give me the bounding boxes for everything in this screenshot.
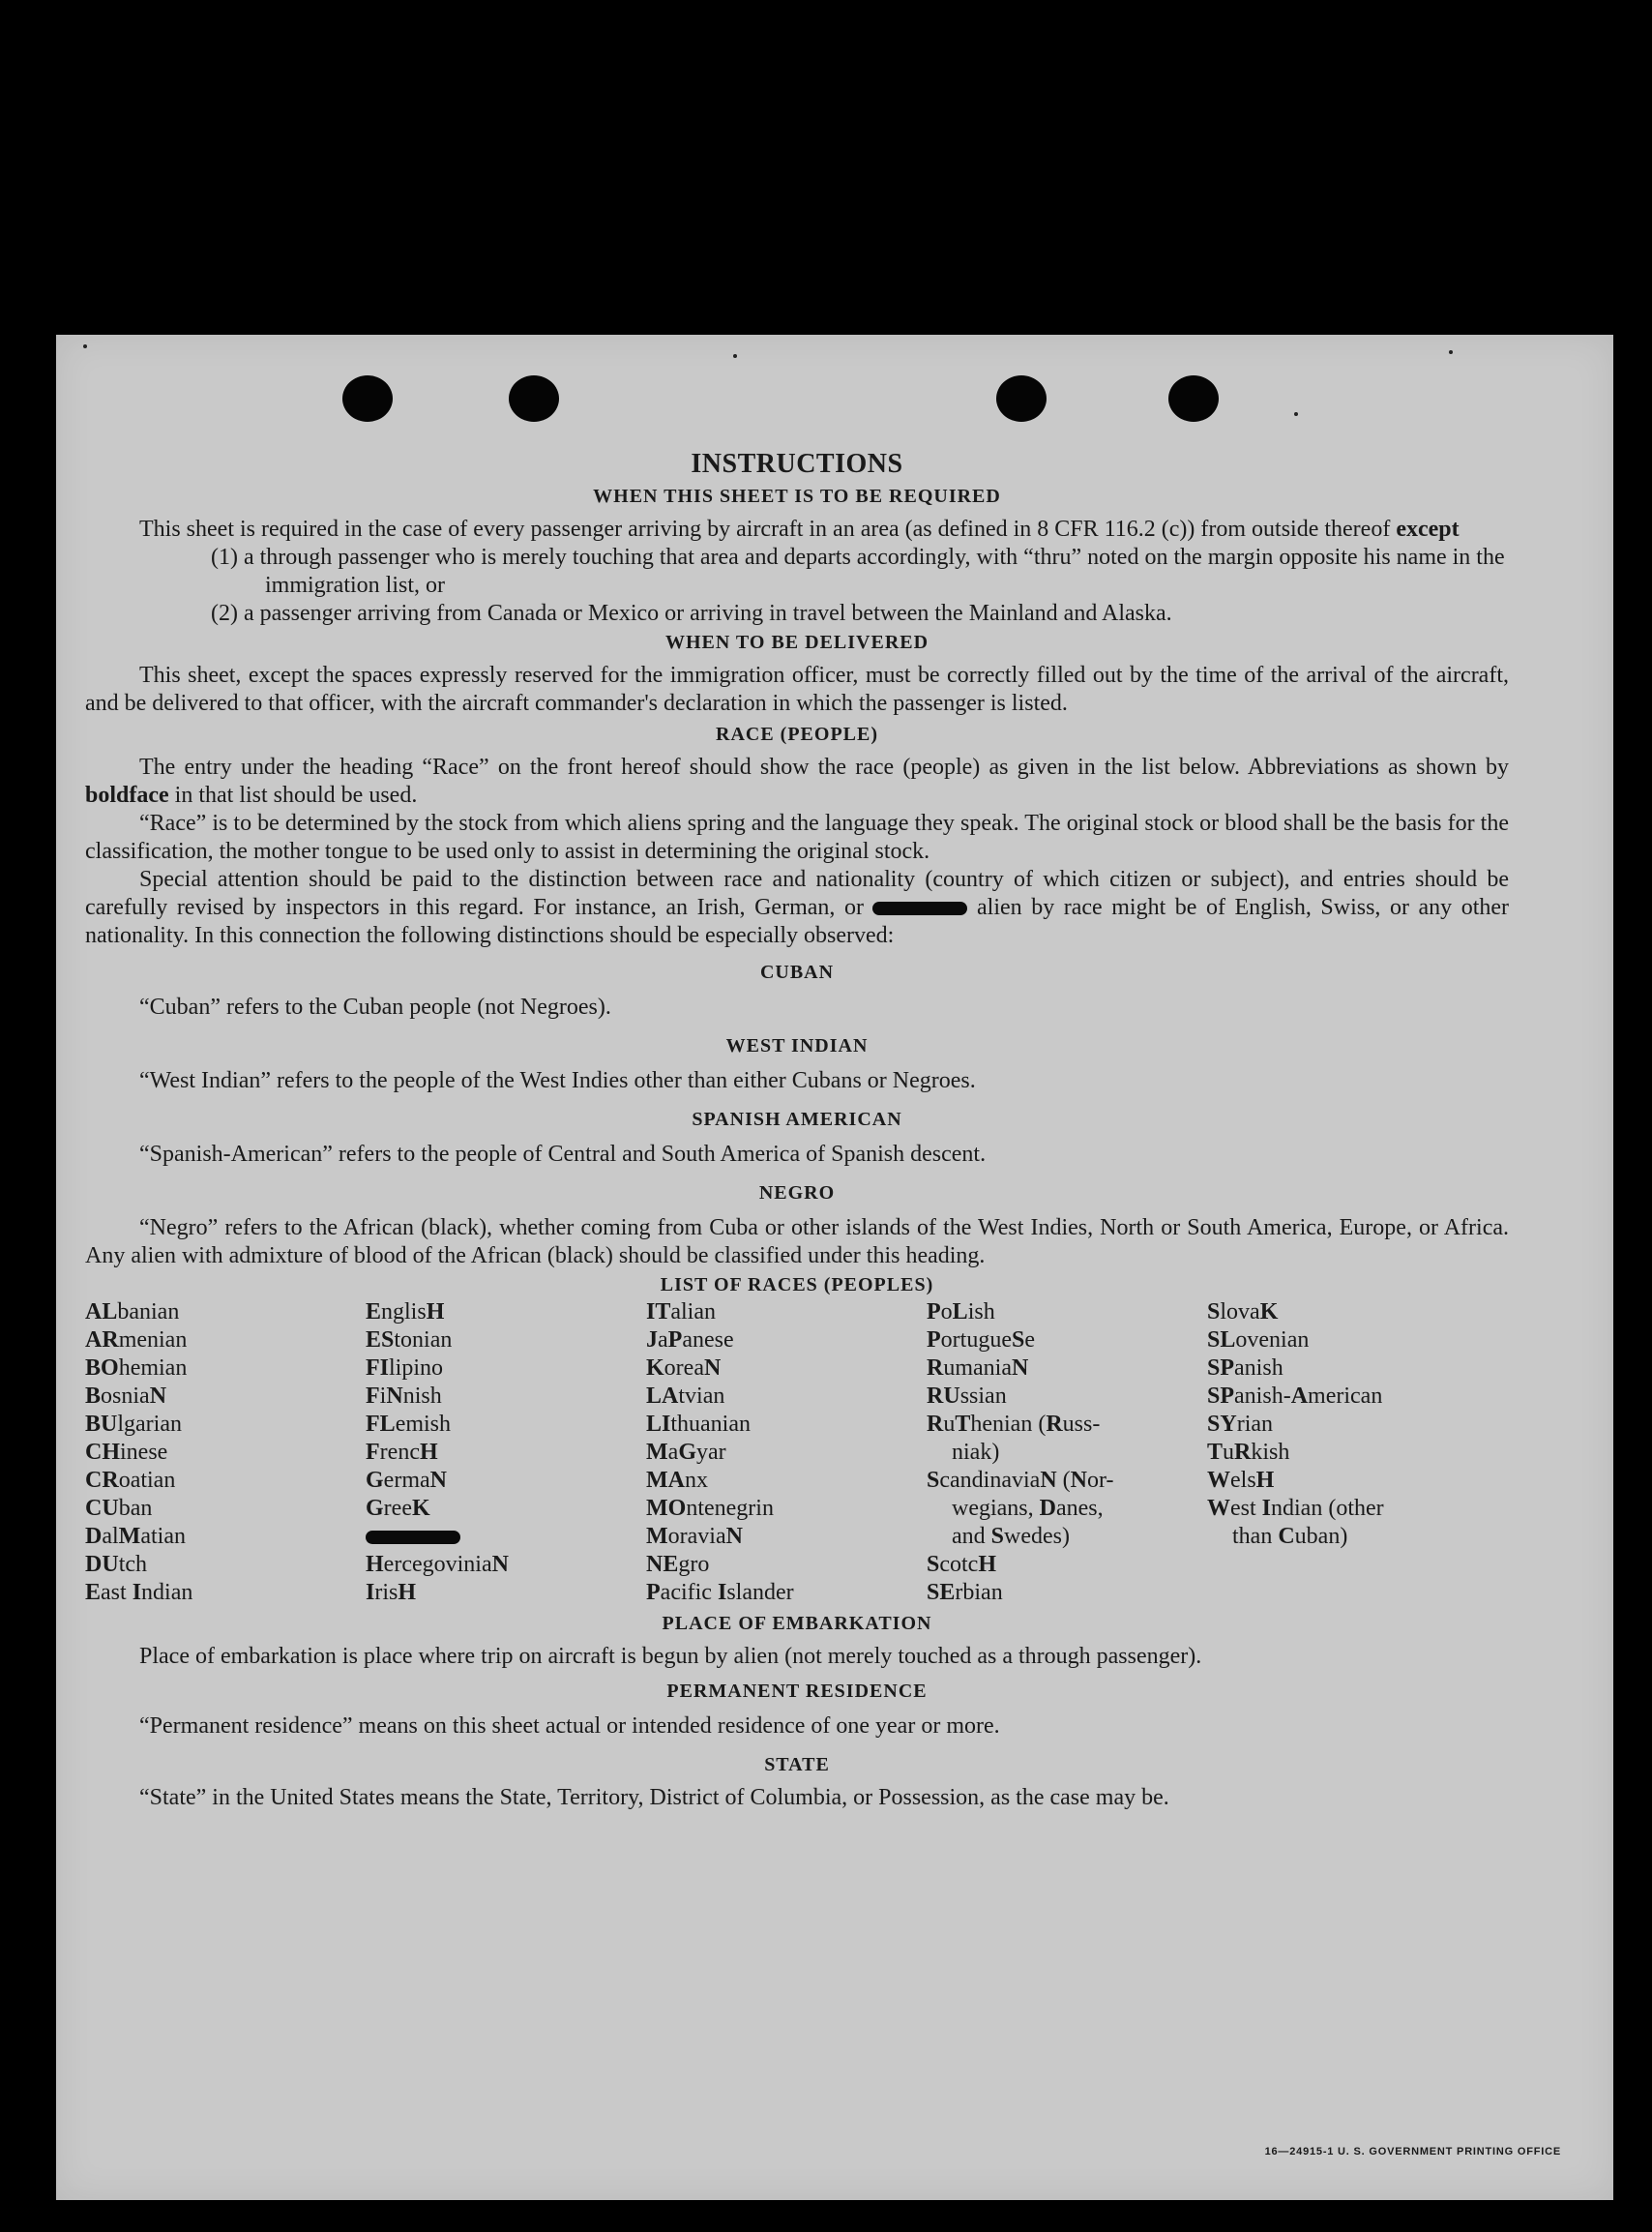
heading-race: RACE (PEOPLE) bbox=[716, 724, 878, 745]
race-list-item: ALbanian bbox=[85, 1299, 180, 1324]
race-list-item: GermaN bbox=[366, 1468, 447, 1493]
race-list-item: MOntenegrin bbox=[646, 1496, 774, 1521]
race-list-item: MoraviaN bbox=[646, 1524, 743, 1549]
list-item: (1) a through passenger who is merely touching that area and departs accordingly, with “thru” noted on the margin opposite his name in the immigration list, or bbox=[211, 545, 1505, 598]
heading-delivered: WHEN TO BE DELIVERED bbox=[664, 632, 929, 653]
heading-required: WHEN THIS SHEET IS TO BE REQUIRED bbox=[593, 486, 1001, 507]
race-list-item: GreeK bbox=[366, 1496, 430, 1521]
race-list-item: KoreaN bbox=[646, 1355, 722, 1381]
race-list-item: CRoatian bbox=[85, 1468, 176, 1493]
race-list-item: ARmenian bbox=[85, 1327, 188, 1353]
race-list-item: CHinese bbox=[85, 1440, 168, 1465]
paragraph-residence: “Permanent residence” means on this sheet actual or intended residence of one year or more. bbox=[139, 1713, 1000, 1739]
heading-state: STATE bbox=[764, 1754, 830, 1775]
race-list-item: FLemish bbox=[366, 1412, 452, 1437]
race-list-item: BUlgarian bbox=[85, 1412, 182, 1437]
race-list-item: ScandinaviaN (Nor- bbox=[927, 1468, 1114, 1493]
paragraph-delivered: This sheet, except the spaces expressly reserved for the immigration officer, must be correctly filled out by the time of the arrival of the aircraft, and be delivered to that officer, with the aircraft commander's declaration in which the passenger is listed. bbox=[85, 663, 1509, 716]
speck bbox=[1449, 350, 1453, 354]
race-column bbox=[646, 1298, 927, 1607]
document-sheet bbox=[56, 335, 1613, 2200]
paragraph-negro: “Negro” refers to the African (black), whether coming from Cuba or other islands of the West Indies, North or South America, Europe, or Africa. Any alien with admixture of blood of the African (black) should be classified under this heading. bbox=[85, 1215, 1509, 1268]
paragraph-spanish-american: “Spanish-American” refers to the people of Central and South America of Spanish descent. bbox=[139, 1142, 987, 1167]
paragraph-race-2: “Race” is to be determined by the stock from which aliens spring and the language they speak. The original stock or blood shall be the basis for the classification, the mother tongue to be used only to assist in determining the original stock. bbox=[85, 811, 1509, 864]
race-list-item: SYrian bbox=[1207, 1412, 1274, 1437]
heading-cuban: CUBAN bbox=[759, 962, 835, 983]
race-list-item: SPanish-American bbox=[1207, 1384, 1383, 1409]
race-list-item: FIlipino bbox=[366, 1355, 444, 1381]
heading-embarkation: PLACE OF EMBARKATION bbox=[662, 1613, 932, 1634]
race-list bbox=[85, 1298, 1509, 1607]
speck bbox=[733, 354, 737, 358]
race-list-item: SLovenian bbox=[1207, 1327, 1310, 1353]
list-item: (2) a passenger arriving from Canada or Mexico or arriving in travel between the Mainland and Alaska. bbox=[211, 601, 1172, 626]
paragraph-race-1: The entry under the heading “Race” on the front hereof should show the race (people) as given in the list below. Abbreviations as shown by boldface in that list should be used. bbox=[85, 755, 1509, 808]
race-list-item: HercegoviniaN bbox=[366, 1552, 509, 1577]
race-list-item: DUtch bbox=[85, 1552, 148, 1577]
race-list-item: EStonian bbox=[366, 1327, 453, 1353]
race-list-item: ScotcH bbox=[927, 1552, 997, 1577]
paragraph-state: “State” in the United States means the State, Territory, District of Columbia, or Possession, as the case may be. bbox=[139, 1785, 1169, 1810]
printing-office-footer: 16—24915-1 U. S. GOVERNMENT PRINTING OFFICE bbox=[1264, 2146, 1561, 2158]
redaction-mark bbox=[872, 902, 967, 915]
punch-hole bbox=[342, 375, 393, 422]
race-list-item: Pacific Islander bbox=[646, 1580, 794, 1605]
race-list-item: FiNnish bbox=[366, 1384, 442, 1409]
race-column bbox=[85, 1298, 366, 1607]
race-list-item: niak) bbox=[952, 1440, 1000, 1465]
race-list-item: West Indian (other bbox=[1207, 1496, 1384, 1521]
race-list-item: East Indian bbox=[85, 1580, 193, 1605]
race-list-item: ITalian bbox=[646, 1299, 716, 1324]
paragraph-embarkation: Place of embarkation is place where trip on aircraft is begun by alien (not merely touched as a through passenger). bbox=[139, 1644, 1202, 1669]
document-content bbox=[85, 449, 1509, 1812]
race-list-item: RumaniaN bbox=[927, 1355, 1029, 1381]
punch-hole bbox=[509, 375, 559, 422]
race-list-item: EnglisH bbox=[366, 1299, 445, 1324]
race-list-item: LAtvian bbox=[646, 1384, 725, 1409]
heading-list-of-races: LIST OF RACES (PEOPLES) bbox=[660, 1274, 934, 1295]
race-list-item: MaGyar bbox=[646, 1440, 726, 1465]
race-list-item: SPanish bbox=[1207, 1355, 1283, 1381]
race-list-item: LIthuanian bbox=[646, 1412, 751, 1437]
race-list-item: IrisH bbox=[366, 1580, 417, 1605]
race-list-item: JaPanese bbox=[646, 1327, 734, 1353]
race-list-item: WelsH bbox=[1207, 1468, 1275, 1493]
race-list-item: BOhemian bbox=[85, 1355, 188, 1381]
speck bbox=[1294, 412, 1298, 416]
race-list-item: BosniaN bbox=[85, 1384, 167, 1409]
heading-negro: NEGRO bbox=[758, 1182, 836, 1204]
race-list-item: CUban bbox=[85, 1496, 153, 1521]
race-list-item: SlovaK bbox=[1207, 1299, 1279, 1324]
document-title: INSTRUCTIONS bbox=[691, 449, 903, 479]
paragraph-cuban: “Cuban” refers to the Cuban people (not Negroes). bbox=[139, 995, 611, 1020]
heading-residence: PERMANENT RESIDENCE bbox=[666, 1681, 928, 1702]
race-list-item: MAnx bbox=[646, 1468, 708, 1493]
race-list-item: and Swedes) bbox=[952, 1524, 1070, 1549]
race-list-item bbox=[366, 1523, 646, 1551]
race-list-item: TuRkish bbox=[1207, 1440, 1290, 1465]
race-list-item: RUssian bbox=[927, 1384, 1007, 1409]
redaction-mark bbox=[366, 1531, 460, 1544]
race-list-item: PortugueSe bbox=[927, 1327, 1035, 1353]
heading-spanish-american: SPANISH AMERICAN bbox=[692, 1109, 902, 1130]
race-list-item: DalMatian bbox=[85, 1524, 186, 1549]
race-list-item: wegians, Danes, bbox=[952, 1496, 1104, 1521]
race-column bbox=[927, 1298, 1207, 1607]
race-list-item: than Cuban) bbox=[1232, 1524, 1348, 1549]
race-list-item: RuThenian (Russ- bbox=[927, 1412, 1101, 1437]
paragraph-required: This sheet is required in the case of every passenger arriving by aircraft in an area (as defined in 8 CFR 116.2 (c)) from outside thereof except bbox=[139, 517, 1460, 542]
paragraph-west-indian: “West Indian” refers to the people of the West Indies other than either Cubans or Negroes. bbox=[139, 1068, 976, 1093]
race-column bbox=[1207, 1298, 1488, 1607]
punch-hole bbox=[1168, 375, 1219, 422]
punch-hole bbox=[996, 375, 1047, 422]
speck bbox=[83, 344, 87, 348]
race-list-item: NEgro bbox=[646, 1552, 710, 1577]
race-list-item: PoLish bbox=[927, 1299, 995, 1324]
race-list-item: SErbian bbox=[927, 1580, 1003, 1605]
heading-west-indian: WEST INDIAN bbox=[725, 1035, 869, 1056]
race-list-item: FrencH bbox=[366, 1440, 438, 1465]
paragraph-race-3: Special attention should be paid to the distinction between race and nationality (country of which citizen or subject), and entries should be carefully revised by inspectors in this regard. For instance, an Irish, German, or alien by race might be of English, Swiss, or any other nationality. In this connection the following distinctions should be especially observed: bbox=[85, 867, 1510, 948]
race-column bbox=[366, 1298, 646, 1607]
